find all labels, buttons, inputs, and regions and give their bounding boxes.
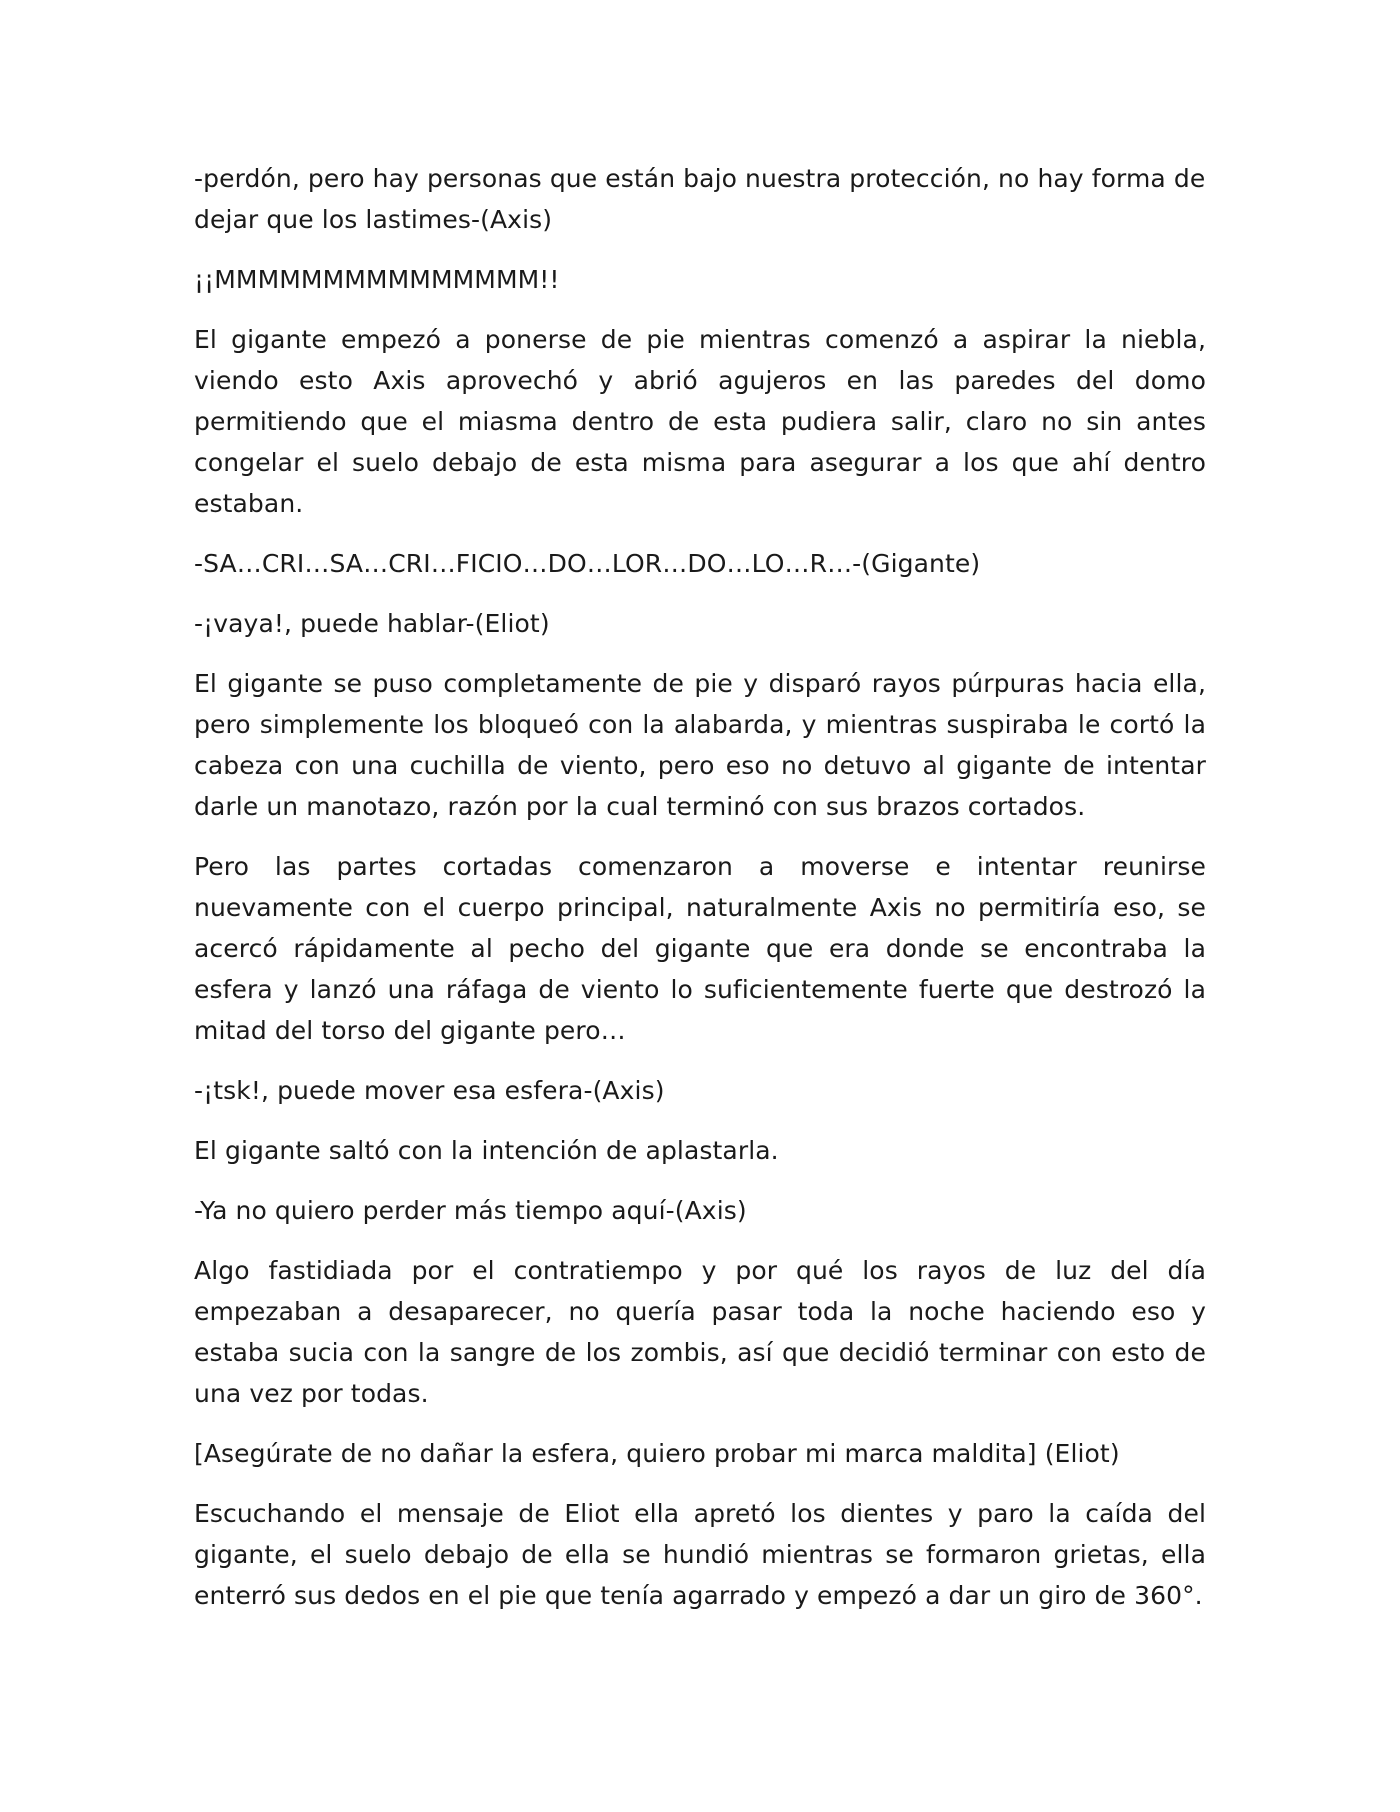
- paragraph-dialog: -Ya no quiero perder más tiempo aquí-(Axis): [194, 1196, 747, 1225]
- paragraph-narration: El gigante se puso completamente de pie y disparó rayos púrpuras hacia ella, pero simplemente los bloqueó con la alabarda, y mientras suspiraba le cortó la cabeza con una cuchilla de viento, pero eso no detuvo al gigante de intentar darle un manotazo, razón por la cual terminó con sus brazos cortados.: [194, 669, 1206, 821]
- paragraph-narration: El gigante empezó a ponerse de pie mientras comenzó a aspirar la niebla, viendo esto Axis aprovechó y abrió agujeros en las paredes del domo permitiendo que el miasma dentro de esta pudiera salir, claro no sin antes congelar el suelo debajo de esta misma para asegurar a los que ahí dentro estaban.: [194, 325, 1206, 518]
- paragraph-dialog: -¡tsk!, puede mover esa esfera-(Axis): [194, 1076, 665, 1105]
- paragraph-dialog: -perdón, pero hay personas que están bajo nuestra protección, no hay forma de dejar que los lastimes-(Axis): [194, 164, 1206, 234]
- document-body: [194, 158, 1206, 1635]
- paragraph-narration: Pero las partes cortadas comenzaron a moverse e intentar reunirse nuevamente con el cuerpo principal, naturalmente Axis no permitiría eso, se acercó rápidamente al pecho del gigante que era donde se encontraba la esfera y lanzó una ráfaga de viento lo suficientemente fuerte que destrozó la mitad del torso del gigante pero…: [194, 852, 1206, 1045]
- paragraph-narration: Escuchando el mensaje de Eliot ella apretó los dientes y paro la caída del gigante, el suelo debajo de ella se hundió mientras se formaron grietas, ella enterró sus dedos en el pie que tenía agarrado y empezó a dar un giro de 360°.: [194, 1499, 1206, 1610]
- paragraph-dialog: -¡vaya!, puede hablar-(Eliot): [194, 609, 550, 638]
- paragraph-shout: ¡¡MMMMMMMMMMMMMMM!!: [194, 265, 560, 294]
- paragraph-narration: El gigante saltó con la intención de aplastarla.: [194, 1136, 779, 1165]
- paragraph-message: [Asegúrate de no dañar la esfera, quiero probar mi marca maldita] (Eliot): [194, 1439, 1120, 1468]
- paragraph-dialog: -SA…CRI…SA…CRI…FICIO…DO…LOR…DO…LO…R…-(Gigante): [194, 549, 981, 578]
- paragraph-narration: Algo fastidiada por el contratiempo y por qué los rayos de luz del día empezaban a desaparecer, no quería pasar toda la noche haciendo eso y estaba sucia con la sangre de los zombis, así que decidió terminar con esto de una vez por todas.: [194, 1256, 1206, 1408]
